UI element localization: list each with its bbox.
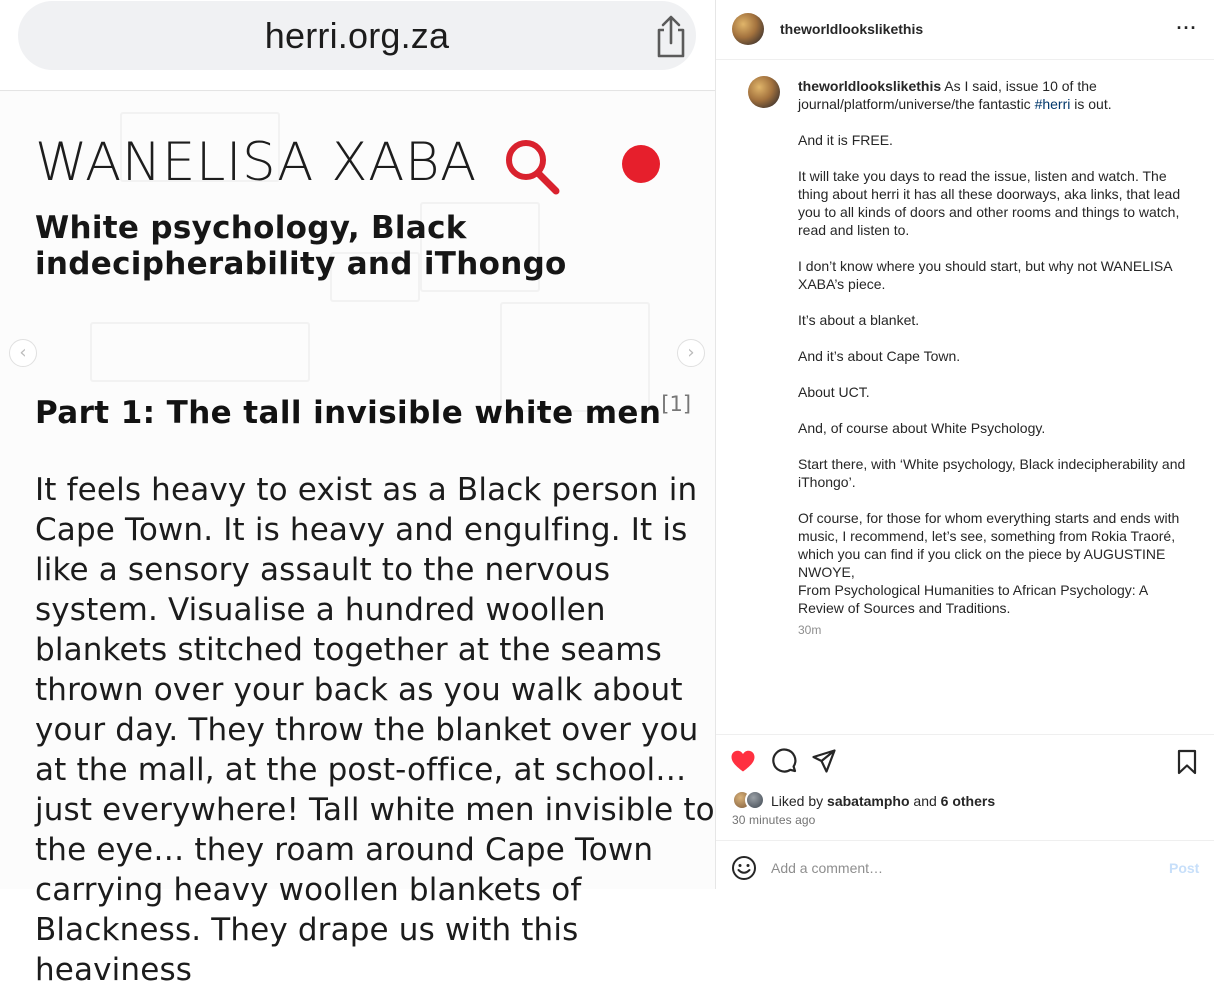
send-icon[interactable] <box>811 748 837 774</box>
bookmark-icon[interactable] <box>1176 749 1198 775</box>
red-dot-icon <box>622 145 660 183</box>
caption-paragraph: About UCT. <box>798 384 870 400</box>
likes-summary <box>771 793 995 809</box>
section-heading <box>35 392 691 431</box>
caption-paragraph: And it’s about Cape Town. <box>798 348 961 364</box>
comment-form <box>716 840 1214 889</box>
search-icon <box>502 136 564 198</box>
caption-paragraph: And it is FREE. <box>798 132 893 148</box>
caption-timestamp[interactable]: 30m <box>798 623 822 637</box>
caption-paragraph: It’s about a blanket. <box>798 312 920 328</box>
caption-paragraph: Of course, for those for whom everything starts and ends with music, I recommend, let’s see, something from Rokia Traoré, which you can find if you click on the piece by AUGUSTINE NWOYE, <box>798 510 1180 580</box>
avatar[interactable] <box>732 13 764 45</box>
url-field <box>18 1 696 70</box>
post-header <box>716 0 1214 60</box>
likes-and: and <box>909 793 941 809</box>
caption-paragraph: It will take you days to read the issue, listen and watch. The thing about herri it has all these doorways, aka links, that lead you to all kinds of doors and other rooms and things to watch, read and listen to. <box>798 168 1181 238</box>
web-page <box>0 92 715 988</box>
likes-prefix: Liked by <box>771 793 828 809</box>
caption-intro: As I said, issue 10 of the journal/platform/universe/the fantastic <box>798 78 1097 112</box>
more-options-icon[interactable]: ··· <box>1176 18 1198 38</box>
carousel-next-button[interactable]: › <box>677 339 705 367</box>
footnote-reference: [1] <box>661 392 692 416</box>
caption-paragraph: Start there, with ‘White psychology, Black indecipherability and iThongo’. <box>798 456 1186 490</box>
post-timestamp[interactable]: 30 minutes ago <box>732 813 816 827</box>
header-username[interactable]: theworldlookslikethis <box>780 21 924 37</box>
post-caption <box>798 77 1188 617</box>
post-comment-button[interactable]: Post <box>1169 860 1200 876</box>
heart-icon[interactable] <box>730 749 756 773</box>
caption-intro-end: is out. <box>1070 96 1112 112</box>
avatar <box>745 790 765 810</box>
caption-paragraph: From Psychological Humanities to African Psychology: A Review of Sources and Traditions. <box>798 582 1148 616</box>
share-icon <box>652 15 690 59</box>
carousel-prev-button[interactable]: ‹ <box>9 339 37 367</box>
caption-paragraph: And, of course about White Psychology. <box>798 420 1046 436</box>
liked-by-avatars[interactable] <box>732 790 772 810</box>
section-heading-text: Part 1: The tall invisible white men <box>35 395 662 431</box>
url-text: herri.org.za <box>264 15 450 56</box>
emoji-icon[interactable] <box>731 855 757 881</box>
article-body: It feels heavy to exist as a Black person in Cape Town. It is heavy and engulfing. It is like a sensory assault to the nervous system. Visualise a hundred woollen blankets stitched together at the seams thrown over your back as you walk about your day. They throw the blanket over you at the mall, at the post-office, at school…just everywhere! Tall white men invisible to the eye… they roam around Cape Town carrying heavy woollen blankets of Blackness. They drape us with this heaviness <box>35 472 715 988</box>
liked-by-user-link[interactable]: sabatampho <box>827 793 910 809</box>
caption-paragraph: I don’t know where you should start, but why not WANELISA XABA’s piece. <box>798 258 1172 292</box>
author-name: WANELISA XABA <box>35 132 477 193</box>
hashtag-link[interactable]: #herri <box>1034 96 1071 112</box>
post-actions <box>716 734 1214 840</box>
caption-username[interactable]: theworldlookslikethis <box>798 78 942 94</box>
post-panel <box>715 0 1213 889</box>
comment-icon[interactable] <box>771 748 797 774</box>
caption-avatar[interactable] <box>748 76 780 108</box>
browser-address-bar <box>0 0 715 91</box>
article-title: White psychology, Black indecipherability and iThongo <box>35 210 567 282</box>
likes-others-link[interactable]: 6 others <box>940 793 996 809</box>
comment-input[interactable] <box>771 854 1151 882</box>
